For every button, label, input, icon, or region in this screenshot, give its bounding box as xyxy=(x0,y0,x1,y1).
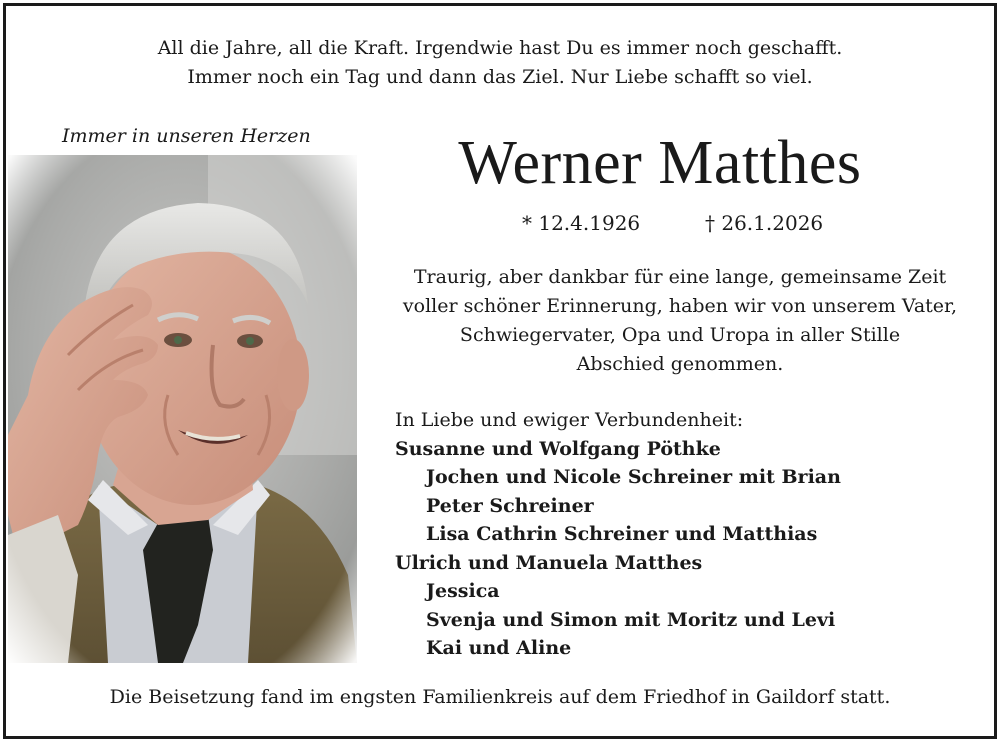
motto-line-1: All die Jahre, all die Kraft. Irgendwie hast Du es immer noch geschafft. xyxy=(157,37,843,59)
family-member: Kai und Aline xyxy=(426,637,572,659)
message-line: Schwiegervater, Opa und Uropa in aller Stille xyxy=(459,324,901,346)
family-member: Svenja und Simon mit Moritz und Levi xyxy=(426,608,836,631)
family-intro: In Liebe und ewiger Verbundenheit: xyxy=(395,409,744,431)
burial-notice: Die Beisetzung fand im engsten Familienkreis auf dem Friedhof in Gaildorf statt. xyxy=(109,686,891,708)
family-head: Ulrich und Manuela Matthes xyxy=(395,551,703,574)
family-member: Jessica xyxy=(426,580,500,602)
message-line: Abschied genommen. xyxy=(576,353,784,375)
family-member: Jochen und Nicole Schreiner mit Brian xyxy=(426,466,841,488)
message-line: voller schöner Erinnerung, haben wir von unserem Vater, xyxy=(402,295,958,317)
motto-line-2: Immer noch ein Tag und dann das Ziel. Nur Liebe schafft so viel. xyxy=(187,66,813,88)
portrait-photo xyxy=(8,155,357,663)
family-list xyxy=(395,406,975,663)
mourning-message xyxy=(393,263,967,379)
message-line: Traurig, aber dankbar für eine lange, gemeinsame Zeit xyxy=(413,266,947,288)
deceased-name: Werner Matthes xyxy=(458,129,862,197)
family-member: Lisa Cathrin Schreiner und Matthias xyxy=(426,523,818,545)
death-date: † 26.1.2026 xyxy=(705,211,824,235)
photo-caption: Immer in unseren Herzen xyxy=(62,125,311,147)
birth-date: * 12.4.1926 xyxy=(522,211,641,235)
family-head: Susanne und Wolfgang Pöthke xyxy=(395,437,721,460)
family-member: Peter Schreiner xyxy=(426,494,594,517)
